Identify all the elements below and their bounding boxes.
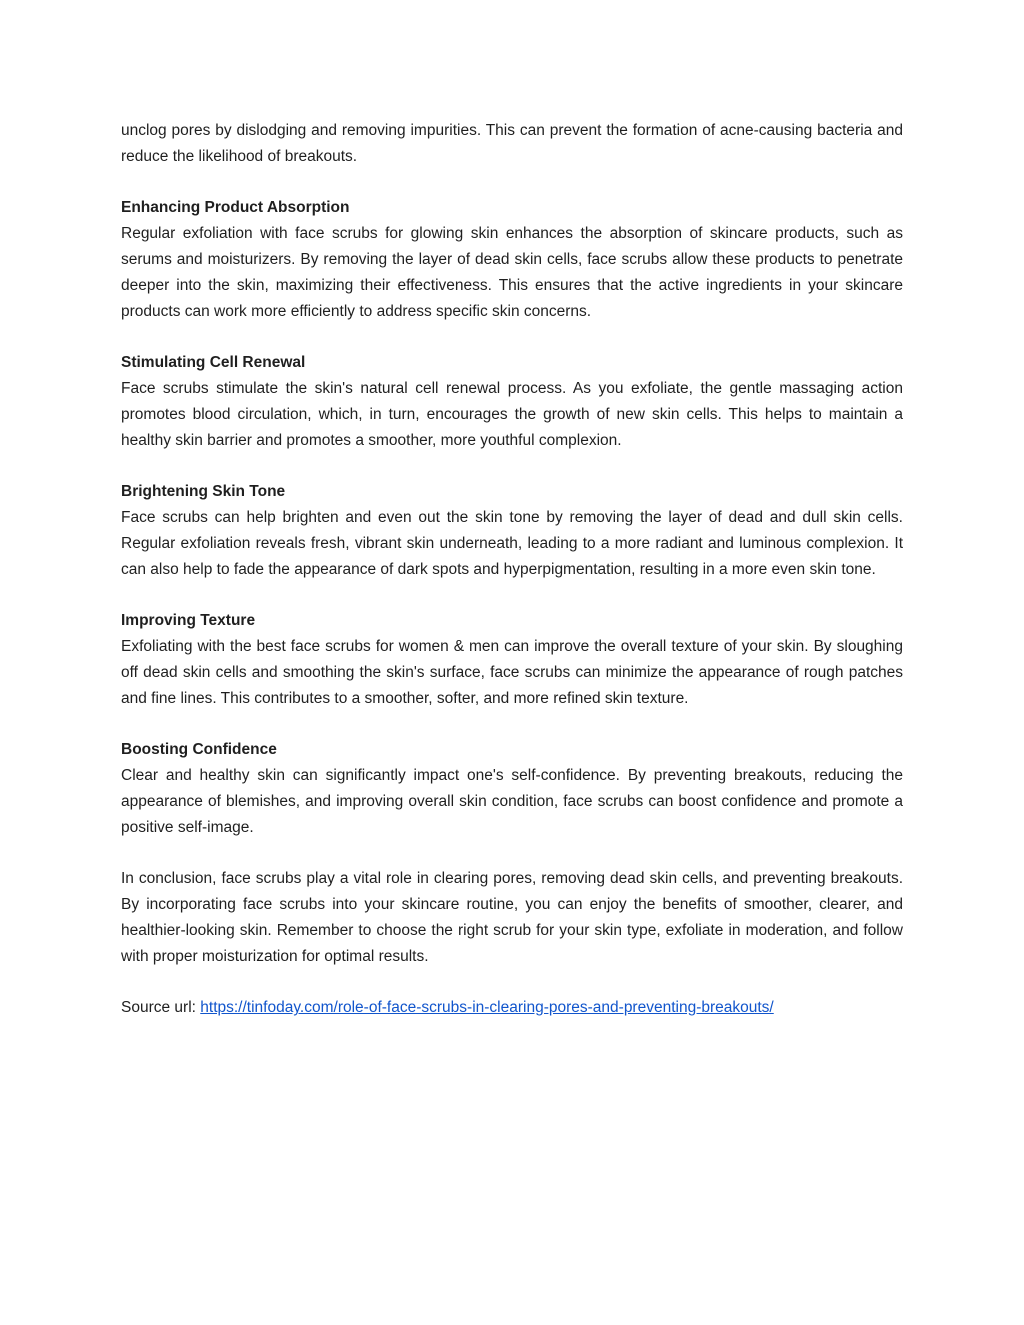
conclusion-section [121, 866, 903, 969]
source-label: Source url: [121, 999, 201, 1017]
section-body: Face scrubs stimulate the skin's natural cell renewal process. As you exfoliate, the gentle massaging action promotes blood circulation, which, in turn, encourages the growth of new skin cells. This helps to maintain a healthy skin barrier and promotes a smoother, more youthful complexion. [121, 379, 903, 449]
section-body: Face scrubs can help brighten and even out the skin tone by removing the layer of dead and dull skin cells. Regular exfoliation reveals fresh, vibrant skin underneath, leading to a more radiant and luminous complexion. It can also help to fade the appearance of dark spots and hyperpigmentation, resulting in a more even skin tone. [121, 508, 903, 578]
section-boosting-confidence [121, 737, 903, 840]
section-body: Regular exfoliation with face scrubs for glowing skin enhances the absorption of skincare products, such as serums and moisturizers. By removing the layer of dead skin cells, face scrubs allow these products to penetrate deeper into the skin, maximizing their effectiveness. This ensures that the active ingredients in your skincare products can work more efficiently to address specific skin concerns. [121, 225, 903, 320]
section-heading: Stimulating Cell Renewal [121, 354, 306, 372]
section-heading: Improving Texture [121, 612, 256, 630]
section-enhancing-product-absorption [121, 195, 903, 324]
section-brightening-skin-tone [121, 479, 903, 582]
section-heading: Enhancing Product Absorption [121, 199, 350, 217]
section-body: Exfoliating with the best face scrubs for women & men can improve the overall texture of your skin. By sloughing off dead skin cells and smoothing the skin's surface, face scrubs can minimize the appearance of rough patches and fine lines. This contributes to a smoother, softer, and more refined skin texture. [121, 637, 903, 707]
document-page [121, 118, 903, 1036]
section-heading: Brightening Skin Tone [121, 483, 286, 501]
conclusion-paragraph: In conclusion, face scrubs play a vital role in clearing pores, removing dead skin cells, and preventing breakouts. By incorporating face scrubs into your skincare routine, you can enjoy the benefits of smoother, clearer, and healthier-looking skin. Remember to choose the right scrub for your skin type, exfoliate in moderation, and follow with proper moisturization for optimal results. [121, 870, 903, 965]
source-line [121, 995, 903, 1021]
source-link[interactable]: https://tinfoday.com/role-of-face-scrubs-in-clearing-pores-and-preventing-breakouts/ [200, 999, 774, 1017]
section-body: Clear and healthy skin can significantly impact one's self-confidence. By preventing breakouts, reducing the appearance of blemishes, and improving overall skin condition, face scrubs can boost confidence and promote a positive self-image. [121, 766, 903, 836]
section-heading: Boosting Confidence [121, 741, 277, 759]
section-improving-texture [121, 608, 903, 711]
intro-paragraph: unclog pores by dislodging and removing impurities. This can prevent the formation of acne-causing bacteria and reduce the likelihood of breakouts. [121, 122, 903, 165]
section-stimulating-cell-renewal [121, 350, 903, 453]
